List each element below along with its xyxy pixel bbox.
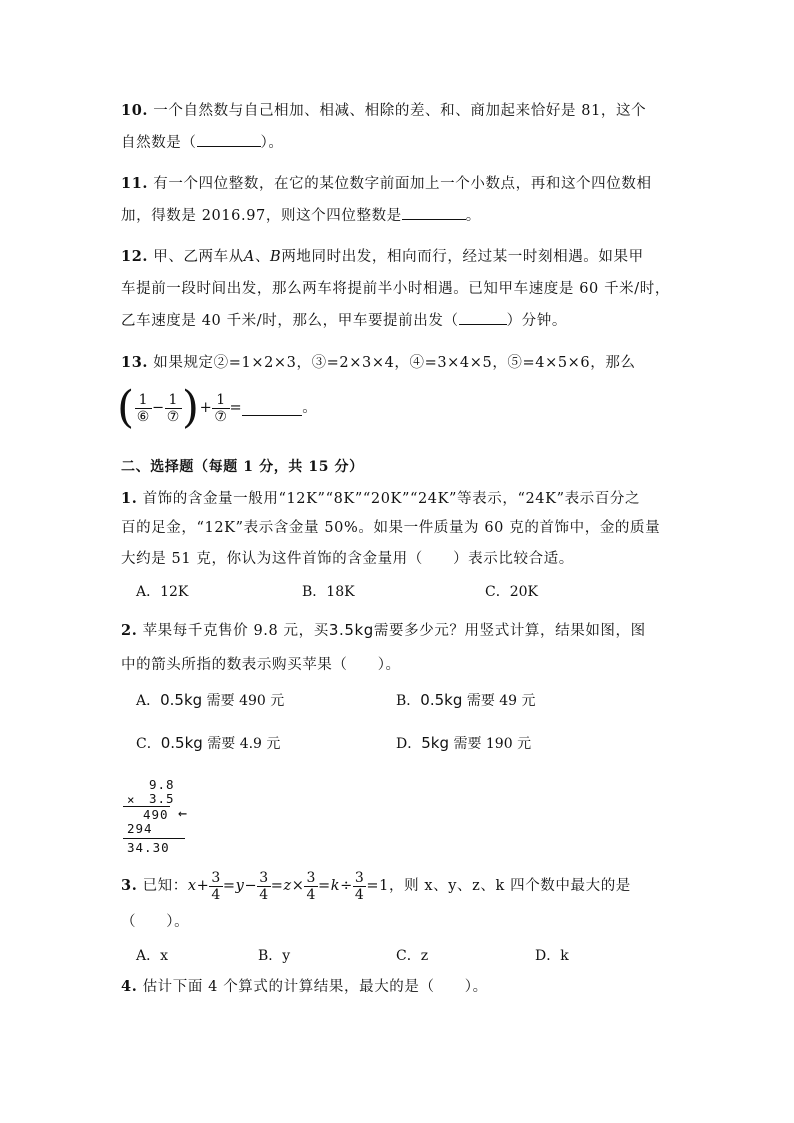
c4-number: 4. [121,978,138,995]
c3-option-c[interactable]: C．z [396,948,429,964]
q13-fraction-1-7b: $\frac{1}{\text{⑦}}$ [214,391,228,425]
q12-text-pre: 甲、乙两车从 [153,249,244,265]
c3-option-a[interactable]: A．x [136,948,169,964]
q11-text-post: 。 [465,208,481,224]
q10-line1 [121,102,646,120]
c2-option-c[interactable]: C．0.5kg 需要 4.9 元 [136,734,281,752]
c1-line1 [121,490,640,508]
c2-kg: 3.5kg [328,621,374,639]
c3-option-d[interactable]: D．k [535,948,569,964]
calc-row-partial-2: 294 [127,821,153,836]
c4-text: 估计下面 4 个算式的计算结果，最大的是（ ）。 [142,979,488,995]
q11-line1 [121,175,652,193]
c1-number: 1. [121,490,138,507]
q13-fraction-1-7a: $\frac{1}{\text{⑦}}$ [166,391,180,425]
c2-text-post: 需要多少元？用竖式计算，结果如图，图 [373,623,646,639]
calc-row-product: 34.30 [127,840,170,855]
c1-option-a[interactable]: A．12K [136,584,189,600]
q11-answer-blank[interactable] [402,219,466,220]
c3-fraction-4: $\frac{3}{4}$ [354,869,365,903]
q10-text-pre: 自然数是（ [121,135,197,151]
c3-var-y: y [235,878,245,894]
q12-point-a: A [243,249,255,265]
q13-plus: + [199,400,213,416]
q13-expression [117,382,318,433]
c1-text-2: 百的足金，“12K”表示含金量 50%。如果一件质量为 60 克的首饰中，金的质量 [121,520,661,536]
q13-text: 如果规定②=1×2×3，③=2×3×4，④=3×4×5，⑤=4×5×6，那么 [153,355,636,371]
c3-pre: 已知： [142,878,188,894]
q13-post: 。 [302,400,318,416]
q12-line3 [121,312,567,330]
q13-left-paren: ( [117,382,135,433]
c3-post: ，则 x、y、z、k 四个数中最大的是 [388,878,631,894]
c1-option-c[interactable]: C．20K [485,584,538,600]
q10-text: 一个自然数与自己相加、相减、相除的差、和、商加起来恰好是 81，这个 [153,103,647,119]
q13-fraction-1-6: $\frac{1}{\text{⑥}}$ [136,391,150,425]
c2-option-b[interactable]: B．0.5kg 需要 49 元 [396,691,536,709]
c4-line1 [121,978,488,996]
q12-text-2: 车提前一段时间出发，那么两车将提前半小时相遇。已知甲车速度是 60 千米/时， [121,281,670,297]
c2-text-pre: 苹果每千克售价 9.8 元，买 [142,623,329,639]
q13-line1 [121,354,636,372]
c2-text-2: 中的箭头所指的数表示购买苹果（ ）。 [121,657,401,673]
c1-line2 [121,519,660,537]
c1-text-1: 首饰的含金量一般用“12K”“8K”“20K”“24K”等表示，“24K”表示百分之 [142,491,641,507]
calc-row-partial-1: 490 [143,807,169,822]
q12-number: 12. [121,248,149,265]
q11-text-pre: 加，得数是 2016.97，则这个四位整数是 [121,208,402,224]
calc-row-multiplicand: 9.8 [149,777,175,792]
c2-line1 [121,621,646,640]
q13-minus: − [151,400,165,416]
q11-line2 [121,207,481,225]
c3-fraction-2: $\frac{3}{4}$ [259,869,269,903]
c1-text-3: 大约是 51 克，你认为这件首饰的含金量用（ ）表示比较合适。 [121,551,574,567]
q12-text-3-post: ）分钟。 [506,313,567,329]
c2-option-d[interactable]: D．5kg 需要 190 元 [396,734,532,752]
c1-line3 [121,550,574,568]
calc-rule-2 [123,838,185,839]
q10-line2 [121,134,283,152]
q13-number: 13. [121,354,149,371]
c3-fraction-1: $\frac{3}{4}$ [211,869,221,903]
calc-times-sign: × [127,792,136,807]
c2-number: 2. [121,622,138,639]
c3-line2: （ ）。 [121,914,190,930]
q13-answer-blank[interactable] [242,401,302,416]
q13-right-paren: ) [181,382,200,433]
q12-point-b: B [270,249,282,265]
q12-sep: 、 [254,249,271,265]
q12-line2 [121,280,670,298]
q12-line1 [121,248,644,266]
c2-option-a[interactable]: A．0.5kg 需要 490 元 [136,691,285,709]
calc-arrow-icon: ← [178,804,189,822]
q11-number: 11. [121,175,149,192]
section-2-title: 二、选择题（每题 1 分，共 15 分） [121,459,364,475]
c3-var-z: z [283,878,292,894]
q12-text-3-pre: 乙车速度是 40 千米/时，那么，甲车要提前出发（ [121,313,459,329]
c2-line2 [121,656,401,674]
q12-text-post: 两地同时出发，相向而行，经过某一时刻相遇。如果甲 [281,249,644,265]
q10-text-post: ）。 [260,135,284,151]
c3-var-x: x [187,878,197,894]
q11-text: 有一个四位整数，在它的某位数字前面加上一个小数点，再和这个四位数相 [153,176,652,192]
calc-row-multiplier: 3.5 [149,791,175,806]
q10-answer-blank[interactable] [197,146,261,147]
c3-fraction-3: $\frac{3}{4}$ [306,869,316,903]
q10-number: 10. [121,102,149,119]
q13-equals: = [229,400,243,416]
c3-number: 3. [121,877,138,894]
q12-answer-blank[interactable] [459,324,507,325]
c3-line1: 3. 已知：x+ $\frac{3}{4}$ =y− $\frac{3}{4}$ =z× $\frac{3}{4}$ =k÷ $\frac{3}{4}$ =1，则 x、y、z、k 四个数中最大的是 [121,869,631,903]
c3-var-k: k [330,878,341,894]
c1-option-b[interactable]: B．18K [302,584,355,600]
c3-option-b[interactable]: B．y [258,948,291,964]
